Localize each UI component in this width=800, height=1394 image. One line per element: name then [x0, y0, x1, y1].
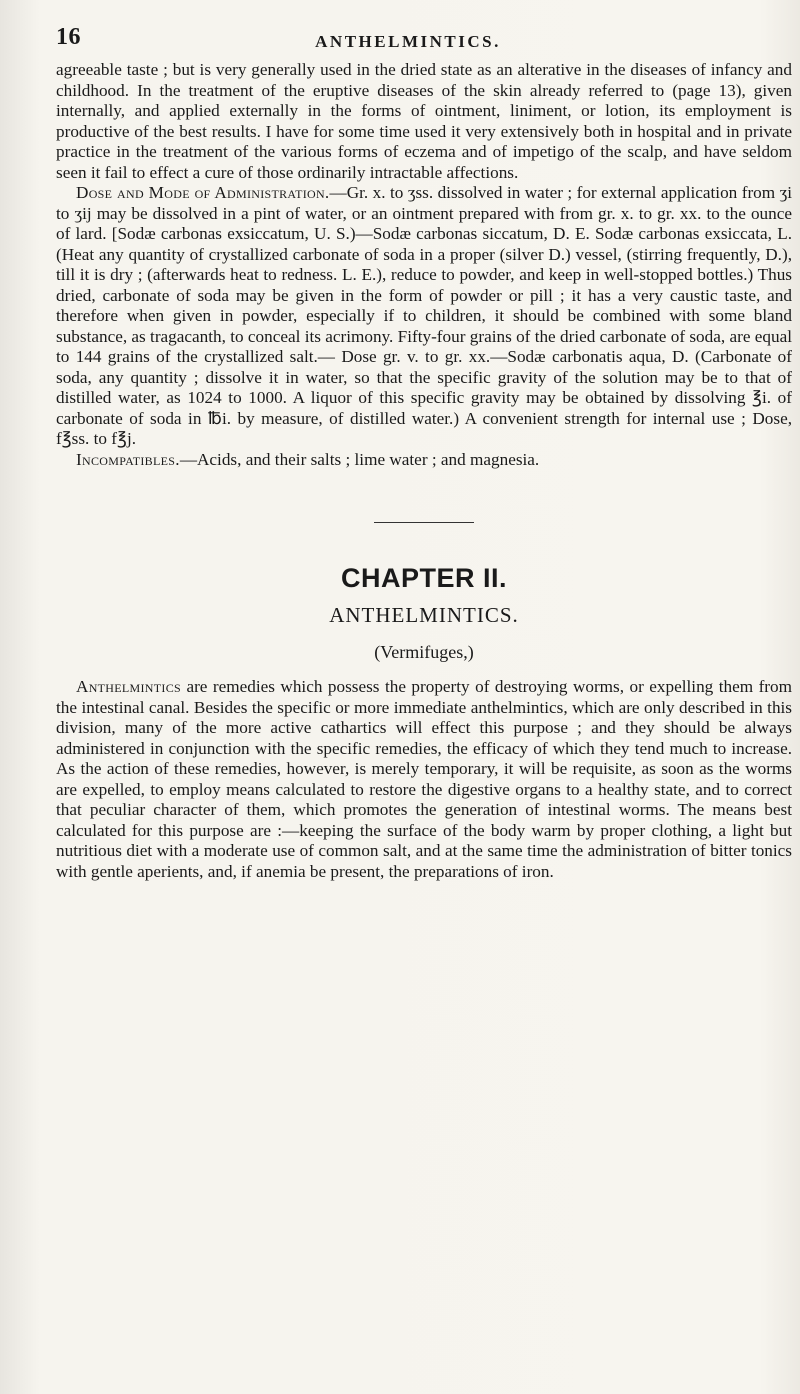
running-head: ANTHELMINTICS.: [315, 32, 501, 51]
chapter-title: ANTHELMINTICS.: [329, 603, 519, 627]
chapter-subtitle: (Vermifuges,): [374, 642, 474, 662]
page-header: [56, 24, 760, 54]
paragraph-anthelmintics: [56, 677, 792, 882]
paragraph-intro: agreeable taste ; but is very generally used in the dried state as an alterative in the diseases of infancy and childhood. In the treatment of the eruptive diseases of the skin already referred to (page 13), given internally, and applied externally in the forms of ointment, liniment, or lotion, its employment is productive of the best results. I have for some time used it very extensively both in hospital and in private practice in the treatment of the various forms of eczema and of impetigo of the scalp, and have seldom seen it fail to effect a cure of those ordinarily intractable affections.: [56, 60, 792, 182]
section-divider: [374, 522, 474, 523]
page-number: 16: [56, 24, 81, 50]
page-body: [56, 60, 792, 882]
paragraph-dose: [56, 183, 792, 450]
anthelmintics-text: are remedies which possess the property of destroying worms, or expelling them from the intestinal canal. Besides the specific or more immediate anthelmintics, which are only described in this division, many of the more active cathartics will effect this purpose ; and they should be always administered in conjunction with the specific remedies, the efficacy of which they tend much to increase. As the action of these remedies, however, is merely temporary, it will be requisite, as soon as the worms are expelled, to employ means calculated to restore the digestive organs to a healthy state, and to correct that peculiar character of them, which promotes the generation of intestinal worms. The means best calculated for this purpose are :—keeping the surface of the body warm by proper clothing, a light but nutritious diet with a moderate use of common salt, and at the same time the administration of bitter tonics with gentle aperients, and, if anemia be present, the preparations of iron.: [56, 677, 792, 881]
paragraph-incompatibles: [56, 450, 792, 471]
incompatibles-text: —Acids, and their salts ; lime water ; and magnesia.: [179, 449, 540, 469]
chapter-number: CHAPTER II.: [340, 563, 507, 593]
lead-term: Anthelmintics: [76, 677, 181, 696]
dose-heading: Dose and Mode of Administration.: [76, 183, 330, 202]
incompatibles-heading: Incompatibles.: [76, 449, 180, 469]
dose-text: —Gr. x. to ʒss. dissolved in water ; for external application from ʒi to ʒij may be dissolved in a pint of water, or an ointment prepared with from gr. x. to gr. xx. to the ounce of lard. [Sodæ carbonas exsiccatum, U. S.)—Sodæ carbonas siccatum, D. E. Sodæ carbonas exsiccata, L. (Heat any quantity of crystallized carbonate of soda in a proper (silver D.) vessel, (stirring frequently, D.), till it is dry ; (afterwards heat to redness. L. E.), reduce to powder, and keep in well-stopped bottles.) Thus dried, carbonate of soda may be given in the form of powder or pill ; it has a very caustic taste, and therefore when given in powder, especially if to children, it should be combined with some bland substance, as tragacanth, to conceal its acrimony. Fifty-four grains of the dried carbonate of soda, are equal to 144 grains of the crystallized salt.— Dose gr. v. to gr. xx.—Sodæ carbonatis aqua, D. (Carbonate of soda, any quantity ; dissolve it in water, so that the specific gravity of the solution may be to that of distilled water, as 1024 to 1000. A liquor of this specific gravity may be obtained by dissolving ℥i. of carbonate of soda in ℔i. by measure, of distilled water.) A convenient strength for internal use ; Dose, f℥ss. to f℥j.: [56, 183, 792, 448]
